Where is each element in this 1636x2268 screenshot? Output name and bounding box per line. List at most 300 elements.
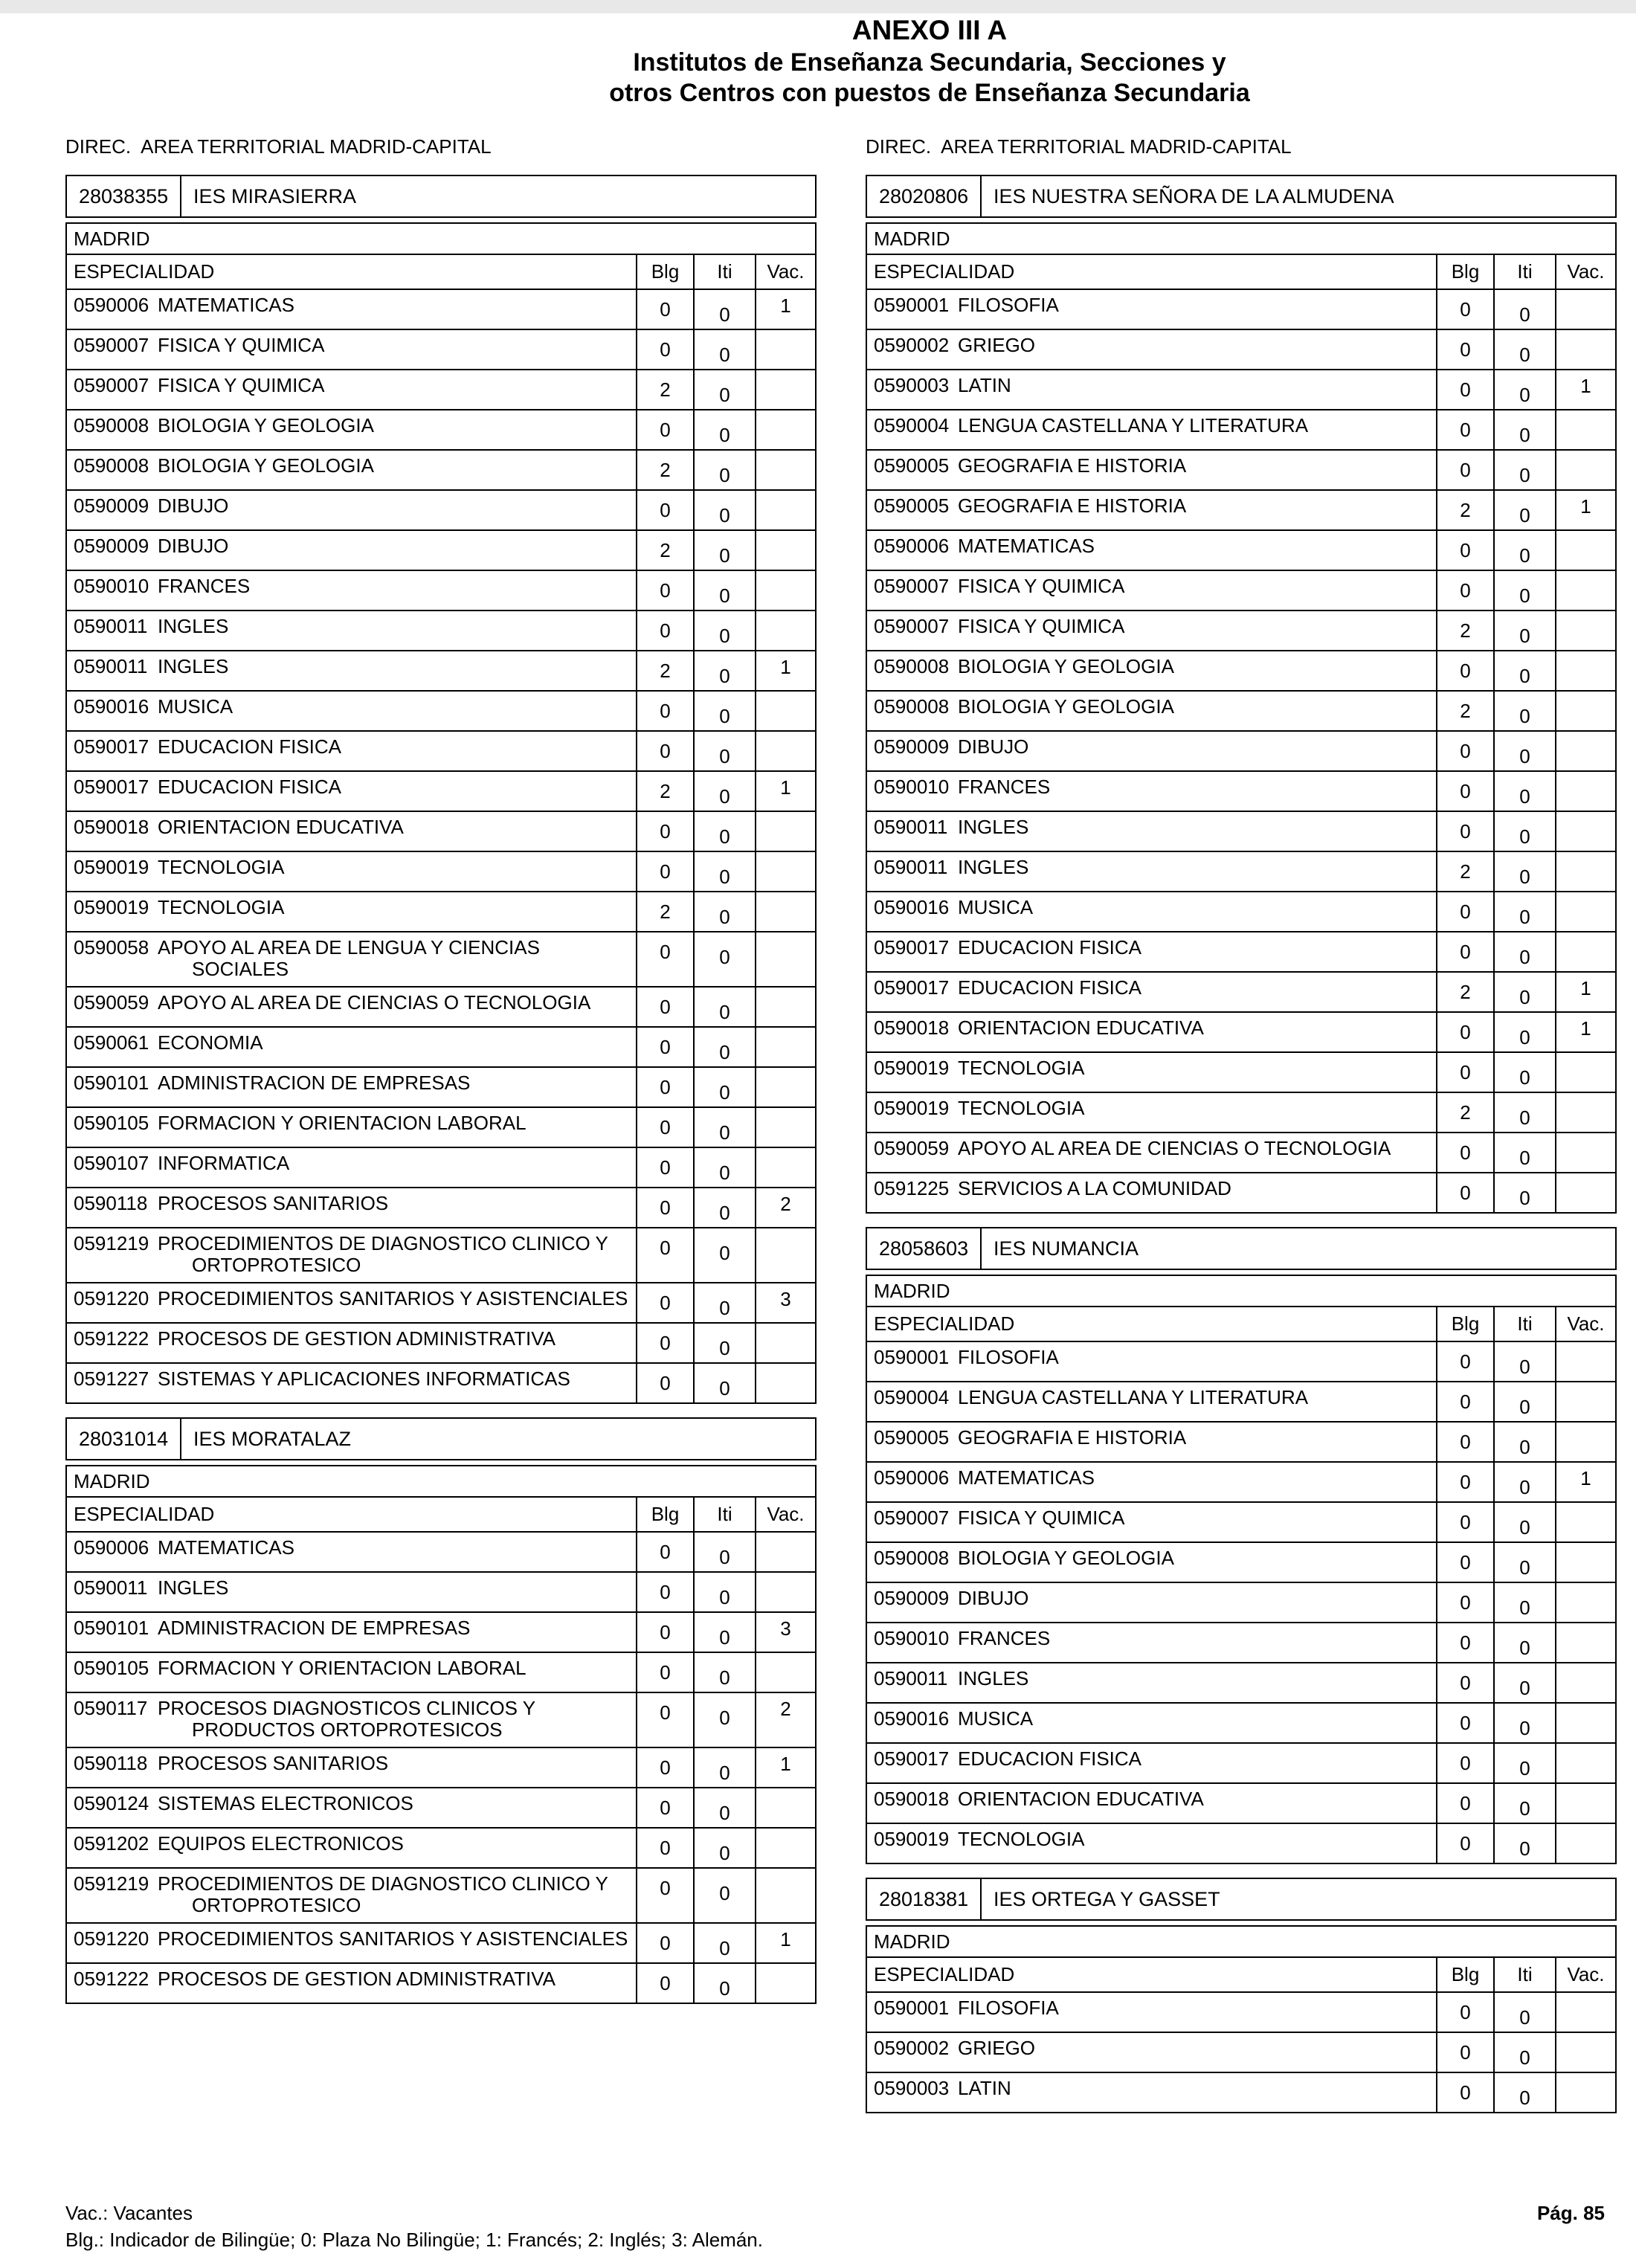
spec-vac-value: 1 bbox=[1555, 491, 1615, 529]
center-code: 28031014 bbox=[79, 1427, 169, 1450]
specialties-table bbox=[866, 1956, 1617, 2113]
spec-iti-value: 0 bbox=[693, 1613, 755, 1652]
spec-code: 0590011 bbox=[874, 1667, 948, 1689]
spec-name-cell bbox=[867, 692, 1436, 730]
spec-iti-value: 0 bbox=[1493, 732, 1555, 770]
spec-iti-value: 0 bbox=[1493, 491, 1555, 529]
spec-name: INGLES bbox=[158, 615, 229, 637]
spec-vac-value bbox=[755, 1028, 815, 1066]
spec-vac-value bbox=[755, 812, 815, 851]
spec-iti-value: 0 bbox=[693, 1533, 755, 1571]
spec-blg-value: 0 bbox=[1436, 2033, 1493, 2072]
center-table bbox=[65, 175, 817, 1404]
spec-name-cell bbox=[867, 1784, 1436, 1823]
spec-code: 0590006 bbox=[874, 1466, 950, 1489]
spec-vac-value bbox=[755, 988, 815, 1026]
spec-name: PROCEDIMIENTOS SANITARIOS Y ASISTENCIALES bbox=[158, 1287, 628, 1309]
spec-name-cell bbox=[67, 892, 636, 931]
spec-blg-value: 0 bbox=[1436, 1173, 1493, 1212]
spec-name-cell bbox=[867, 1623, 1436, 1662]
spec-vac-value bbox=[1555, 932, 1615, 971]
spec-vac-value bbox=[755, 370, 815, 409]
spec-iti-value: 0 bbox=[693, 1148, 755, 1187]
spec-blg-value: 0 bbox=[1436, 1623, 1493, 1662]
spec-blg-value: 0 bbox=[636, 1188, 693, 1227]
spec-blg-value: 0 bbox=[1436, 1784, 1493, 1823]
spec-name: GEOGRAFIA E HISTORIA bbox=[958, 454, 1187, 477]
spec-name: GRIEGO bbox=[958, 2037, 1036, 2059]
spec-name-cell bbox=[67, 571, 636, 610]
spec-vac-value bbox=[1555, 611, 1615, 650]
spec-name-cell bbox=[867, 330, 1436, 369]
page-footer bbox=[65, 2201, 1605, 2252]
spec-name-cell bbox=[867, 370, 1436, 409]
spec-code: 0590011 bbox=[74, 615, 148, 637]
spec-row bbox=[867, 931, 1615, 971]
spec-code: 0590017 bbox=[874, 936, 950, 959]
spec-name: EDUCACION FISICA bbox=[158, 735, 342, 758]
spec-name: MUSICA bbox=[958, 896, 1034, 918]
spec-row bbox=[67, 369, 815, 409]
col-header-especialidad: ESPECIALIDAD bbox=[74, 260, 215, 283]
spec-row bbox=[67, 730, 815, 770]
spec-name: MATEMATICAS bbox=[958, 535, 1095, 557]
spec-code: 0590001 bbox=[874, 294, 950, 316]
spec-code: 0590002 bbox=[874, 2037, 950, 2059]
spec-blg-value: 0 bbox=[1436, 1013, 1493, 1051]
col-header-blg: Blg bbox=[1436, 1958, 1493, 1991]
spec-name: PROCESOS DE GESTION ADMINISTRATIVA bbox=[158, 1327, 556, 1350]
spec-code: 0591222 bbox=[74, 1327, 149, 1350]
spec-name-cell bbox=[867, 410, 1436, 449]
spec-row bbox=[867, 1742, 1615, 1782]
spec-row bbox=[867, 1782, 1615, 1823]
spec-name: ADMINISTRACION DE EMPRESAS bbox=[158, 1617, 471, 1639]
direction-label-right: DIREC. AREA TERRITORIAL MADRID-CAPITAL bbox=[866, 135, 1292, 158]
spec-name: ADMINISTRACION DE EMPRESAS bbox=[158, 1072, 471, 1094]
spec-code: 0591202 bbox=[74, 1832, 149, 1855]
spec-row bbox=[67, 1147, 815, 1187]
spec-row bbox=[67, 329, 815, 369]
spec-iti-value: 0 bbox=[1493, 1993, 1555, 2032]
spec-blg-value: 2 bbox=[1436, 692, 1493, 730]
spec-blg-value: 0 bbox=[636, 1869, 693, 1922]
spec-iti-value: 0 bbox=[1493, 2073, 1555, 2112]
spec-vac-value bbox=[755, 531, 815, 570]
spec-row bbox=[867, 690, 1615, 730]
spec-code: 0590007 bbox=[74, 374, 149, 396]
spec-blg-value: 0 bbox=[636, 330, 693, 369]
spec-name-cell bbox=[867, 932, 1436, 971]
col-header-blg: Blg bbox=[1436, 255, 1493, 289]
spec-blg-value: 0 bbox=[1436, 1704, 1493, 1742]
spec-iti-value: 0 bbox=[693, 1924, 755, 1962]
spec-vac-value bbox=[1555, 410, 1615, 449]
spec-iti-value: 0 bbox=[1493, 973, 1555, 1011]
municipality-row: MADRID bbox=[65, 222, 817, 255]
spec-code: 0591220 bbox=[74, 1287, 149, 1309]
col-header-blg: Blg bbox=[1436, 1307, 1493, 1341]
specialties-table bbox=[866, 1306, 1617, 1864]
col-header-iti: Iti bbox=[1493, 1307, 1555, 1341]
spec-blg-value: 0 bbox=[1436, 1663, 1493, 1702]
spec-vac-value bbox=[755, 1829, 815, 1867]
spec-code: 0590005 bbox=[874, 1426, 950, 1449]
spec-name-cell bbox=[867, 1543, 1436, 1582]
spec-vac-value bbox=[755, 692, 815, 730]
spec-blg-value: 0 bbox=[1436, 531, 1493, 570]
spec-name: PROCEDIMIENTOS DE DIAGNOSTICO CLINICO Y ORTOPROTESICO bbox=[158, 1232, 608, 1276]
spec-blg-value: 0 bbox=[636, 812, 693, 851]
spec-name: MUSICA bbox=[958, 1707, 1034, 1730]
spec-row bbox=[867, 1702, 1615, 1742]
spec-code: 0590019 bbox=[74, 896, 149, 918]
spec-blg-value: 0 bbox=[1436, 451, 1493, 489]
spec-row bbox=[867, 369, 1615, 409]
spec-code: 0590017 bbox=[74, 735, 149, 758]
spec-name-cell bbox=[67, 1788, 636, 1827]
spec-name-cell bbox=[867, 973, 1436, 1011]
spec-blg-value: 2 bbox=[636, 651, 693, 690]
tables-right bbox=[866, 175, 1617, 2113]
spec-name: MATEMATICAS bbox=[958, 1466, 1095, 1489]
spec-name: INGLES bbox=[958, 816, 1029, 838]
spec-name-cell bbox=[67, 1028, 636, 1066]
spec-name: BIOLOGIA Y GEOLOGIA bbox=[158, 454, 374, 477]
spec-code: 0590017 bbox=[874, 976, 950, 999]
spec-blg-value: 0 bbox=[636, 1068, 693, 1106]
spec-name: FISICA Y QUIMICA bbox=[158, 374, 325, 396]
spec-name: FILOSOFIA bbox=[958, 1997, 1059, 2019]
spec-name-cell bbox=[867, 1463, 1436, 1501]
spec-vac-value bbox=[1555, 571, 1615, 610]
spec-row bbox=[67, 770, 815, 811]
specialties-table bbox=[65, 1496, 817, 2004]
spec-blg-value: 0 bbox=[1436, 772, 1493, 811]
spec-row bbox=[67, 1106, 815, 1147]
spec-blg-value: 0 bbox=[636, 1613, 693, 1652]
spec-row bbox=[867, 730, 1615, 770]
spec-name: GEOGRAFIA E HISTORIA bbox=[958, 1426, 1187, 1449]
spec-iti-value: 0 bbox=[1493, 2033, 1555, 2072]
page-header bbox=[223, 13, 1636, 109]
spec-vac-value bbox=[1555, 692, 1615, 730]
spec-name-cell bbox=[67, 330, 636, 369]
col-header-blg: Blg bbox=[636, 1498, 693, 1531]
col-header-iti: Iti bbox=[693, 255, 755, 289]
spec-name-cell bbox=[67, 1324, 636, 1362]
spec-vac-value bbox=[1555, 1342, 1615, 1381]
spec-name-cell bbox=[67, 932, 636, 986]
spec-blg-value: 0 bbox=[636, 491, 693, 529]
spec-name: PROCESOS DIAGNOSTICOS CLINICOS Y PRODUCTOS ORTOPROTESICOS bbox=[158, 1697, 535, 1741]
spec-row bbox=[867, 650, 1615, 690]
spec-name: SISTEMAS ELECTRONICOS bbox=[158, 1792, 413, 1814]
spec-name-cell bbox=[867, 1744, 1436, 1782]
spec-blg-value: 0 bbox=[1436, 571, 1493, 610]
spec-row bbox=[867, 570, 1615, 610]
spec-iti-value: 0 bbox=[1493, 1663, 1555, 1702]
spec-name-cell bbox=[67, 1533, 636, 1571]
spec-row bbox=[67, 986, 815, 1026]
spec-header-row bbox=[867, 1958, 1615, 1991]
spec-name: FRANCES bbox=[958, 776, 1051, 798]
spec-iti-value: 0 bbox=[693, 330, 755, 369]
spec-row bbox=[867, 1011, 1615, 1051]
spec-iti-value: 0 bbox=[1493, 932, 1555, 971]
spec-vac-value bbox=[1555, 732, 1615, 770]
spec-name-cell bbox=[67, 1573, 636, 1611]
spec-code: 0590007 bbox=[874, 1507, 950, 1529]
spec-name: EDUCACION FISICA bbox=[158, 776, 342, 798]
spec-name-cell bbox=[67, 1108, 636, 1147]
spec-blg-value: 0 bbox=[1436, 1133, 1493, 1172]
spec-code: 0590117 bbox=[74, 1697, 148, 1719]
spec-name: EDUCACION FISICA bbox=[958, 936, 1142, 959]
spec-row bbox=[67, 289, 815, 329]
center-table bbox=[65, 1417, 817, 2004]
spec-row bbox=[67, 851, 815, 891]
spec-name: FORMACION Y ORIENTACION LABORAL bbox=[158, 1112, 526, 1134]
spec-name-cell bbox=[867, 611, 1436, 650]
spec-name: LATIN bbox=[958, 374, 1011, 396]
spec-blg-value: 0 bbox=[636, 1924, 693, 1962]
spec-vac-value bbox=[1555, 1993, 1615, 2032]
spec-name-cell bbox=[67, 988, 636, 1026]
spec-blg-value: 0 bbox=[636, 852, 693, 891]
spec-vac-value bbox=[1555, 531, 1615, 570]
spec-iti-value: 0 bbox=[1493, 692, 1555, 730]
page-subtitle-1: Institutos de Enseñanza Secundaria, Secciones y bbox=[633, 48, 1226, 77]
spec-blg-value: 2 bbox=[636, 370, 693, 409]
spec-name: TECNOLOGIA bbox=[958, 1057, 1085, 1079]
spec-code: 0590006 bbox=[74, 294, 149, 316]
spec-code: 0590005 bbox=[874, 454, 950, 477]
spec-blg-value: 0 bbox=[1436, 892, 1493, 931]
spec-row bbox=[867, 1381, 1615, 1421]
spec-iti-value: 0 bbox=[1493, 1784, 1555, 1823]
spec-row bbox=[67, 1571, 815, 1611]
center-code: 28038355 bbox=[79, 184, 169, 207]
spec-blg-value: 2 bbox=[636, 451, 693, 489]
spec-iti-value: 0 bbox=[1493, 1623, 1555, 1662]
spec-code: 0590010 bbox=[874, 776, 950, 798]
spec-code: 0590105 bbox=[74, 1657, 149, 1679]
spec-blg-value: 0 bbox=[636, 1573, 693, 1611]
spec-name-cell bbox=[867, 1382, 1436, 1421]
spec-vac-value: 3 bbox=[755, 1613, 815, 1652]
spec-iti-value: 0 bbox=[693, 1573, 755, 1611]
spec-blg-value: 0 bbox=[636, 1748, 693, 1787]
spec-name-cell bbox=[867, 772, 1436, 811]
spec-iti-value: 0 bbox=[1493, 1053, 1555, 1092]
spec-code: 0590118 bbox=[74, 1752, 148, 1774]
spec-row bbox=[867, 1092, 1615, 1132]
spec-name-cell bbox=[67, 852, 636, 891]
spec-vac-value bbox=[755, 571, 815, 610]
spec-name: EQUIPOS ELECTRONICOS bbox=[158, 1832, 404, 1855]
spec-row bbox=[867, 1461, 1615, 1501]
spec-code: 0590101 bbox=[74, 1072, 149, 1094]
specialties-table bbox=[65, 254, 817, 1404]
spec-header-row bbox=[867, 255, 1615, 289]
spec-vac-value: 1 bbox=[1555, 973, 1615, 1011]
spec-vac-value bbox=[755, 611, 815, 650]
spec-name-cell bbox=[867, 531, 1436, 570]
spec-code: 0590016 bbox=[874, 896, 950, 918]
spec-name: ORIENTACION EDUCATIVA bbox=[958, 1017, 1204, 1039]
spec-vac-value bbox=[1555, 1784, 1615, 1823]
spec-code: 0590008 bbox=[874, 1547, 950, 1569]
spec-blg-value: 0 bbox=[636, 1829, 693, 1867]
spec-header-row bbox=[67, 255, 815, 289]
spec-blg-value: 0 bbox=[636, 1283, 693, 1322]
spec-iti-value: 0 bbox=[693, 1028, 755, 1066]
spec-vac-value bbox=[755, 1324, 815, 1362]
spec-code: 0590002 bbox=[874, 334, 950, 356]
spec-row bbox=[67, 1282, 815, 1322]
spec-name: LATIN bbox=[958, 2077, 1011, 2099]
spec-row bbox=[867, 1501, 1615, 1541]
footer-row bbox=[65, 2201, 1605, 2225]
col-header-vac: Vac. bbox=[755, 255, 815, 289]
spec-iti-value: 0 bbox=[1493, 1824, 1555, 1863]
spec-name-cell bbox=[67, 1228, 636, 1282]
spec-row bbox=[67, 1787, 815, 1827]
spec-row bbox=[67, 1531, 815, 1571]
spec-blg-value: 0 bbox=[1436, 1342, 1493, 1381]
spec-code: 0590006 bbox=[74, 1536, 149, 1559]
spec-vac-value bbox=[755, 1068, 815, 1106]
spec-iti-value: 0 bbox=[693, 812, 755, 851]
spec-row bbox=[67, 891, 815, 931]
spec-iti-value: 0 bbox=[1493, 812, 1555, 851]
spec-code: 0590004 bbox=[874, 414, 950, 436]
spec-name-cell bbox=[67, 692, 636, 730]
spec-vac-value bbox=[1555, 1173, 1615, 1212]
spec-blg-value: 0 bbox=[1436, 1463, 1493, 1501]
col-header-especialidad: ESPECIALIDAD bbox=[874, 1312, 1015, 1335]
spec-iti-value: 0 bbox=[693, 571, 755, 610]
spec-row bbox=[867, 1421, 1615, 1461]
spec-name-cell bbox=[867, 1663, 1436, 1702]
spec-row bbox=[67, 690, 815, 730]
spec-iti-value: 0 bbox=[1493, 852, 1555, 891]
spec-name-cell bbox=[67, 1613, 636, 1652]
spec-code: 0590003 bbox=[874, 2077, 950, 2099]
spec-code: 0591222 bbox=[74, 1968, 149, 1990]
spec-code: 0590016 bbox=[874, 1707, 950, 1730]
spec-blg-value: 2 bbox=[1436, 491, 1493, 529]
spec-vac-value bbox=[1555, 451, 1615, 489]
spec-name-cell bbox=[67, 1693, 636, 1747]
col-header-iti: Iti bbox=[1493, 255, 1555, 289]
document-page bbox=[0, 13, 1636, 2268]
spec-vac-value bbox=[1555, 772, 1615, 811]
spec-blg-value: 0 bbox=[636, 1533, 693, 1571]
spec-row bbox=[67, 1322, 815, 1362]
spec-row bbox=[67, 1922, 815, 1962]
spec-row bbox=[867, 1991, 1615, 2032]
center-code: 28018381 bbox=[879, 1887, 969, 1910]
spec-code: 0590003 bbox=[874, 374, 950, 396]
page-subtitle-2: otros Centros con puestos de Enseñanza Secundaria bbox=[609, 79, 1250, 107]
spec-name-cell bbox=[867, 812, 1436, 851]
center-name: IES NUESTRA SEÑORA DE LA ALMUDENA bbox=[980, 176, 1615, 216]
spec-row bbox=[67, 1611, 815, 1652]
center-name: IES NUMANCIA bbox=[980, 1228, 1615, 1269]
spec-blg-value: 0 bbox=[636, 1693, 693, 1747]
spec-row bbox=[867, 610, 1615, 650]
spec-blg-value: 0 bbox=[636, 290, 693, 329]
spec-name: TECNOLOGIA bbox=[958, 1097, 1085, 1119]
spec-iti-value: 0 bbox=[693, 1324, 755, 1362]
spec-name: APOYO AL AREA DE CIENCIAS O TECNOLOGIA bbox=[158, 991, 591, 1014]
spec-name: APOYO AL AREA DE LENGUA Y CIENCIAS SOCIALES bbox=[158, 936, 540, 980]
spec-name-cell bbox=[867, 1133, 1436, 1172]
spec-iti-value: 0 bbox=[1493, 1463, 1555, 1501]
direction-label-left: DIREC. AREA TERRITORIAL MADRID-CAPITAL bbox=[65, 135, 492, 158]
spec-name: DIBUJO bbox=[158, 535, 229, 557]
spec-row bbox=[67, 1187, 815, 1227]
center-table bbox=[866, 1878, 1617, 2113]
spec-code: 0590018 bbox=[874, 1017, 950, 1039]
spec-name: FORMACION Y ORIENTACION LABORAL bbox=[158, 1657, 526, 1679]
spec-code: 0590010 bbox=[74, 575, 149, 597]
spec-name: INGLES bbox=[958, 1667, 1029, 1689]
spec-name-cell bbox=[867, 2033, 1436, 2072]
spec-iti-value: 0 bbox=[693, 1869, 755, 1922]
spec-name: FILOSOFIA bbox=[958, 294, 1059, 316]
spec-vac-value bbox=[755, 1364, 815, 1402]
spec-code: 0591219 bbox=[74, 1872, 149, 1895]
spec-name: MATEMATICAS bbox=[158, 294, 294, 316]
spec-name: DIBUJO bbox=[958, 735, 1029, 758]
spec-iti-value: 0 bbox=[693, 1788, 755, 1827]
spec-name-cell bbox=[67, 1869, 636, 1922]
spec-name-cell bbox=[867, 651, 1436, 690]
municipality-row: MADRID bbox=[866, 1925, 1617, 1958]
spec-name-cell bbox=[67, 651, 636, 690]
spec-name-cell bbox=[67, 812, 636, 851]
spec-vac-value bbox=[755, 1788, 815, 1827]
spec-row bbox=[867, 770, 1615, 811]
center-name: IES MIRASIERRA bbox=[180, 176, 815, 216]
spec-vac-value bbox=[755, 1964, 815, 2003]
spec-vac-value bbox=[1555, 2073, 1615, 2112]
spec-row bbox=[67, 1692, 815, 1747]
spec-iti-value: 0 bbox=[693, 692, 755, 730]
spec-iti-value: 0 bbox=[1493, 1503, 1555, 1541]
spec-blg-value: 0 bbox=[1436, 651, 1493, 690]
spec-name: PROCESOS DE GESTION ADMINISTRATIVA bbox=[158, 1968, 556, 1990]
spec-name-cell bbox=[867, 1013, 1436, 1051]
spec-vac-value: 1 bbox=[1555, 1013, 1615, 1051]
spec-name: TECNOLOGIA bbox=[158, 856, 285, 878]
spec-code: 0590101 bbox=[74, 1617, 149, 1639]
spec-name: PROCEDIMIENTOS SANITARIOS Y ASISTENCIALES bbox=[158, 1927, 628, 1950]
spec-row bbox=[867, 1051, 1615, 1092]
center-header-row bbox=[65, 1417, 817, 1460]
spec-name-cell bbox=[67, 772, 636, 811]
spec-blg-value: 0 bbox=[636, 1364, 693, 1402]
spec-vac-value bbox=[755, 1533, 815, 1571]
spec-blg-value: 0 bbox=[636, 1108, 693, 1147]
spec-blg-value: 0 bbox=[1436, 1382, 1493, 1421]
spec-name-cell bbox=[867, 491, 1436, 529]
spec-blg-value: 2 bbox=[1436, 1093, 1493, 1132]
spec-name: BIOLOGIA Y GEOLOGIA bbox=[158, 414, 374, 436]
